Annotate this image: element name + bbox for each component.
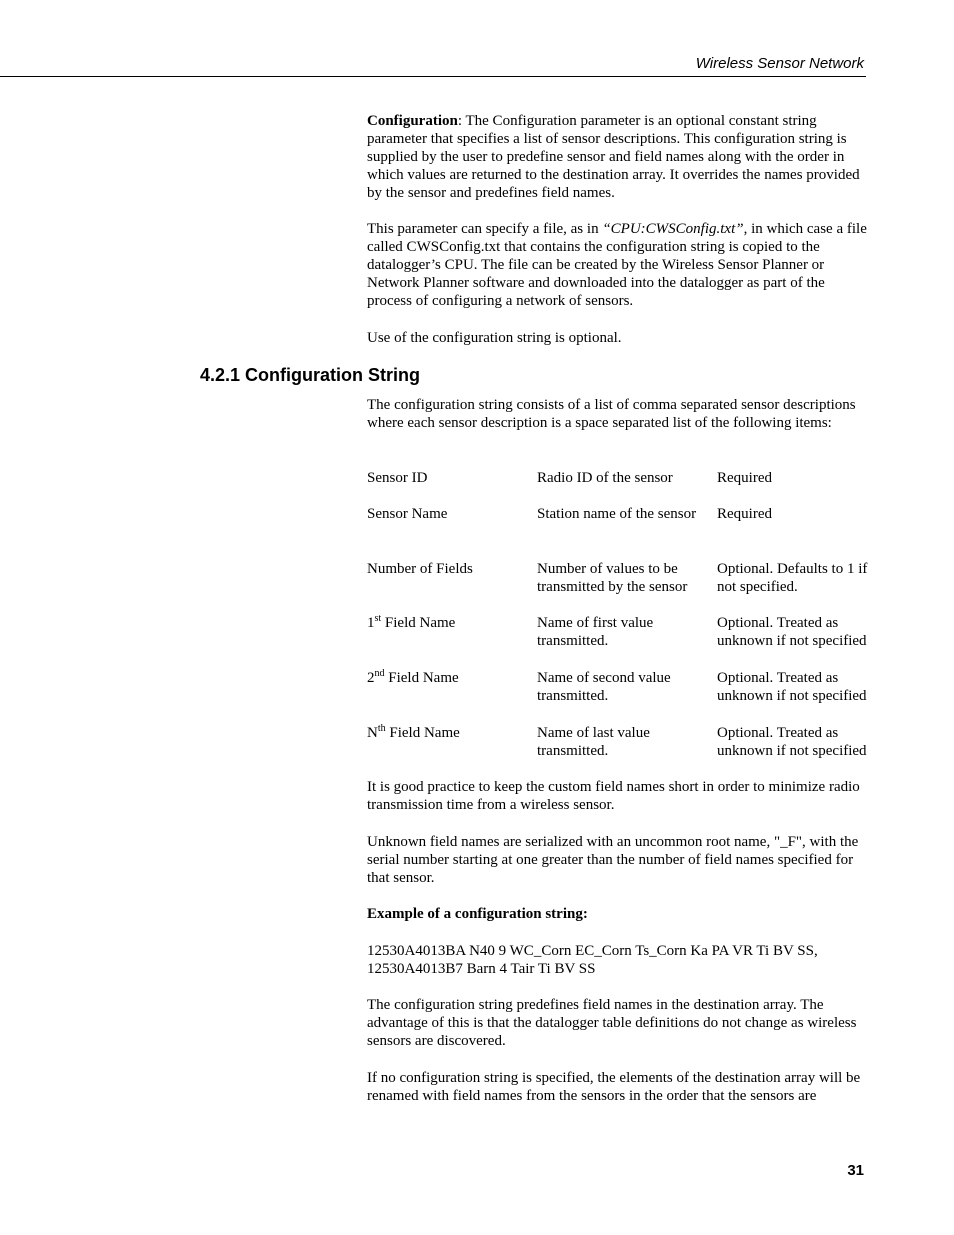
item-requirement: Required: [717, 506, 772, 522]
section-heading: 4.2.1 Configuration String: [200, 365, 421, 385]
file-paragraph: [367, 220, 867, 310]
item-name: 1st Field Name: [367, 613, 456, 631]
configuration-text: : The Configuration parameter is an optional constant string parameter that specifies a list of sensor descriptions. This configuration string is supplied by the user to predefine sensor and field names along with the order in which values are returned to the destination array. It overrides the names provided by the sensor and predefines field names.: [367, 113, 860, 201]
example-line-2: 12530A4013B7 Barn 4 Tair Ti BV SS: [367, 961, 596, 977]
example-heading: Example of a configuration string:: [367, 906, 588, 922]
item-name: Sensor Name: [367, 506, 448, 522]
no-config-paragraph: If no configuration string is specified, the elements of the destination array will be renamed with field names from the sensors in the order that the sensors are: [367, 1070, 861, 1104]
file-text-after: , in which case a file called CWSConfig.txt that contains the configuration string is copied to the datalogger’s CPU. The file can be created by the Wireless Sensor Planner or Network Planner software and downloaded into the datalogger as part of the process of configuring a network of sensors.: [367, 221, 867, 309]
configuration-label: Configuration: [367, 113, 458, 129]
page-number: 31: [847, 1162, 864, 1179]
item-name: 2nd Field Name: [367, 668, 459, 686]
item-requirement: Required: [717, 470, 772, 486]
item-description: Station name of the sensor: [537, 506, 697, 522]
header-rule: [0, 76, 866, 77]
item-name: Number of Fields: [367, 561, 473, 577]
item-requirement: Optional. Treated as unknown if not specified: [717, 670, 867, 704]
item-name: Sensor ID: [367, 470, 428, 486]
item-description: Name of second value transmitted.: [537, 670, 671, 704]
unknown-fields-paragraph: Unknown field names are serialized with an uncommon root name, "_F", with the serial number starting at one greater than the number of field names specified for that sensor.: [367, 834, 859, 886]
predefine-paragraph: The configuration string predefines field names in the destination array. The advantage of this is that the datalogger table definitions do not change as wireless sensors are discovered.: [367, 997, 857, 1049]
item-requirement: Optional. Treated as unknown if not specified: [717, 725, 867, 759]
file-example: “CPU:CWSConfig.txt”: [602, 221, 744, 237]
item-description: Name of first value transmitted.: [537, 615, 654, 649]
item-description: Number of values to be transmitted by the sensor: [537, 561, 688, 595]
item-name: $N^{th}$ Field Name: [367, 723, 460, 741]
example-line-1: 12530A4013BA N40 9 WC_Corn EC_Corn Ts_Corn Ka PA VR Ti BV SS,: [367, 943, 818, 959]
optional-paragraph: Use of the configuration string is optional.: [367, 330, 622, 346]
item-requirement: Optional. Defaults to 1 if not specified.: [717, 561, 868, 595]
file-text-before: This parameter can specify a file, as in: [367, 221, 603, 237]
item-description: Radio ID of the sensor: [537, 470, 673, 486]
running-header-title: Wireless Sensor Network: [695, 55, 864, 72]
practice-paragraph: It is good practice to keep the custom field names short in order to minimize radio transmission time from a wireless sensor.: [367, 779, 860, 813]
intro-paragraph: The configuration string consists of a list of comma separated sensor descriptions where each sensor description is a space separated list of the following items:: [367, 397, 856, 431]
example-config-string: [367, 942, 887, 978]
configuration-paragraph: [367, 112, 867, 202]
item-description: Name of last value transmitted.: [537, 725, 650, 759]
item-requirement: Optional. Treated as unknown if not specified: [717, 615, 867, 649]
